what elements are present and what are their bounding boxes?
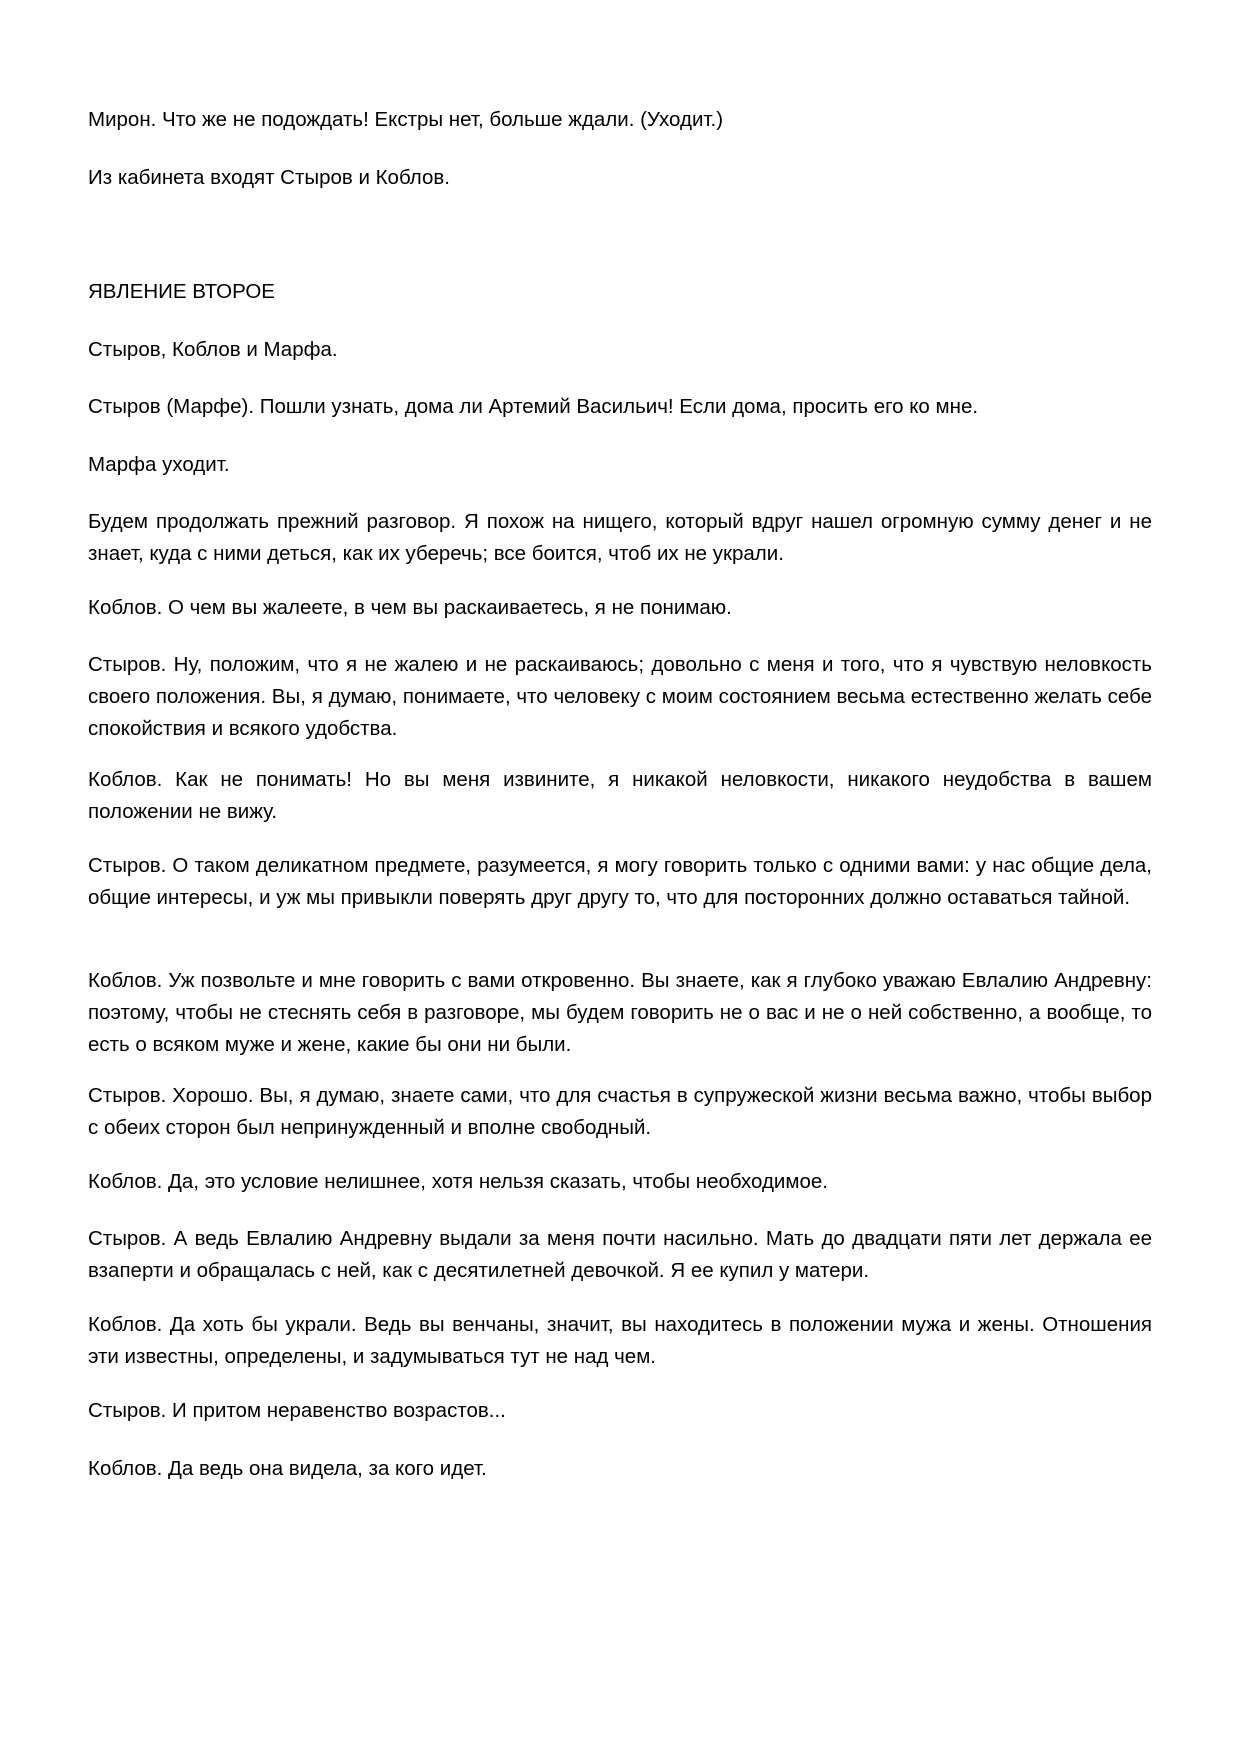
paragraph-koblov-understand: Коблов. Как не понимать! Но вы меня извините, я никакой неловкости, никакого неудобства в вашем положении не вижу. xyxy=(88,768,1152,823)
scene-characters: Стыров, Коблов и Марфа. xyxy=(88,338,338,361)
paragraph-koblov-frankly: Коблов. Уж позвольте и мне говорить с вами откровенно. Вы знаете, как я глубоко уважаю Евлалию Андревну: поэтому, чтобы не стеснять себя в разговоре, мы будем говорить не о вас и не о ней собственно, а вообще, то есть о всяком муже и жене, какие бы они ни были. xyxy=(88,969,1152,1056)
stage-direction-marfa-exit: Марфа уходит. xyxy=(88,453,230,476)
scene-heading: ЯВЛЕНИЕ ВТОРОЕ xyxy=(88,280,275,303)
paragraph-styrov-ages: Стыров. И притом неравенство возрастов... xyxy=(88,1399,506,1422)
paragraph-koblov-saw: Коблов. Да ведь она видела, за кого идет. xyxy=(88,1457,487,1480)
paragraph-koblov-married: Коблов. Да хоть бы украли. Ведь вы венчаны, значит, вы находитесь в положении мужа и жены. Отношения эти известны, определены, и задумываться тут не над чем. xyxy=(88,1313,1152,1368)
paragraph-styrov-beggar: Будем продолжать прежний разговор. Я похож на нищего, который вдруг нашел огромную сумму денег и не знает, куда с ними деться, как их уберечь; все боится, чтоб их не украли. xyxy=(88,510,1152,565)
paragraph-styrov-marfe: Стыров (Марфе). Пошли узнать, дома ли Артемий Васильич! Если дома, просить его ко мне. xyxy=(88,395,979,418)
paragraph-styrov-bought: Стыров. А ведь Евлалию Андревну выдали за меня почти насильно. Мать до двадцати пяти лет держала ее взаперти и обращалась с ней, как с десятилетней девочкой. Я ее купил у матери. xyxy=(88,1227,1152,1282)
stage-direction-enter: Из кабинета входят Стыров и Коблов. xyxy=(88,166,450,189)
paragraph-styrov-happiness: Стыров. Хорошо. Вы, я думаю, знаете сами, что для счастья в супружеской жизни весьма важно, чтобы выбор с обеих сторон был непринужденный и вполне свободный. xyxy=(88,1084,1152,1139)
paragraph-koblov-regret: Коблов. О чем вы жалеете, в чем вы раскаиваетесь, я не понимаю. xyxy=(88,596,732,619)
paragraph-styrov-awkward: Стыров. Ну, положим, что я не жалею и не раскаиваюсь; довольно с меня и того, что я чувствую неловкость своего положения. Вы, я думаю, понимаете, что человеку с моим состоянием весьма естественно желать себе спокойствия и всякого удобства. xyxy=(88,653,1152,740)
paragraph-miron-exit: Мирон. Что же не подождать! Екстры нет, больше ждали. (Уходит.) xyxy=(88,108,724,131)
paragraph-styrov-delicate: Стыров. О таком деликатном предмете, разумеется, я могу говорить только с одними вами: у нас общие дела, общие интересы, и уж мы привыкли поверять друг другу то, что для посторонних должно оставаться тайной. xyxy=(88,854,1152,909)
paragraph-koblov-condition: Коблов. Да, это условие нелишнее, хотя нельзя сказать, чтобы необходимое. xyxy=(88,1170,828,1193)
